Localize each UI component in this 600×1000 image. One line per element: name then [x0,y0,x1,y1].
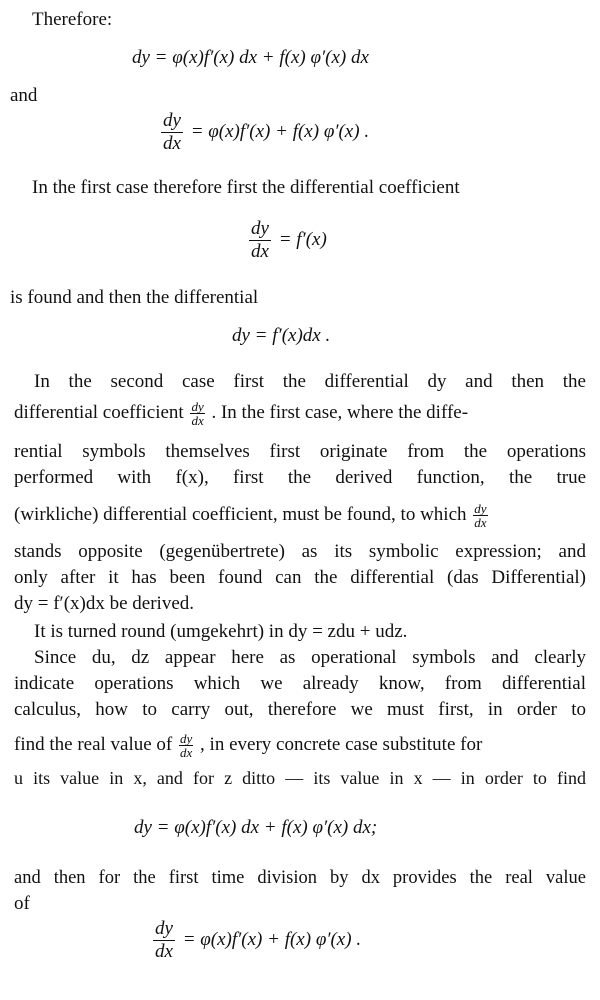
fraction-denominator: dx [251,241,269,262]
paragraph-second-case-line-3: rential symbols themselves first originate from the operations [14,441,586,462]
paragraph-since-line-2: indicate operations which we already know, from differential [14,673,586,694]
equation-rhs: = φ(x)f′(x) + f(x) φ′(x) . [182,928,362,950]
fraction-numerator: dy [155,918,173,939]
fraction-denominator: dx [191,413,204,428]
paragraph-second-case-line-2 [14,400,586,427]
fraction-numerator: dy [191,399,204,414]
fraction-denominator: dx [163,133,181,154]
fraction-dy-dx [153,918,175,963]
paragraph-is-found: is found and then the differential [10,287,259,308]
inline-fraction-dy-dx [190,400,204,427]
paragraph-since-line-4 [14,732,586,759]
equation-differential-3: dy = φ(x)f′(x) dx + f(x) φ′(x) dx; [134,817,378,838]
inline-fraction-dy-dx [473,502,487,529]
paragraph-since-line-3: calculus, how to carry out, therefore we must first, in order to [14,699,586,720]
equation-coefficient-3 [150,918,361,963]
text-segment: (wirkliche) differential coefficient, must be found, to which [14,503,467,525]
text-segment: , in every concrete case substitute for [200,733,483,755]
equation-differential-2: dy = f′(x)dx . [232,325,331,346]
paragraph-then-line-2: of [14,893,30,914]
text-segment: find the real value of [14,733,173,755]
equation-rhs: = f′(x) [278,228,327,250]
paragraph-turned-round: It is turned round (umgekehrt) in dy = zdu + udz. [34,621,408,642]
paragraph-second-case-line-8: dy = f′(x)dx be derived. [14,593,195,614]
paragraph-second-case-line-4: performed with f(x), first the derived function, the true [14,467,586,488]
equation-coefficient-1 [158,110,369,155]
paragraph-then-line-1: and then for the first time division by dx provides the real value [14,868,586,888]
paragraph-second-case-line-7: only after it has been found can the differential (das Differential) [14,567,586,588]
fraction-denominator: dx [155,941,173,962]
fraction-numerator: dy [474,501,487,516]
paragraph-first-case: In the first case therefore first the differential coefficient [32,177,460,198]
text-segment: . In the first case, where the diffe- [211,401,469,423]
fraction-dy-dx [249,218,271,263]
paragraph-since-line-5: u its value in x, and for z ditto — its value in x — in order to find [14,768,586,788]
equation-coefficient-2 [246,218,327,263]
paragraph-second-case-line-1: In the second case first the differential dy and then the [34,371,586,392]
fraction-denominator: dx [474,515,487,530]
inline-fraction-dy-dx [179,732,193,759]
equation-rhs: = φ(x)f′(x) + f(x) φ′(x) . [190,120,370,142]
paragraph-second-case-line-6: stands opposite (gegenübertrete) as its symbolic expression; and [14,541,586,562]
and-text: and [10,85,38,106]
paragraph-second-case-line-5 [14,502,586,529]
text-segment: differential coefficient [14,401,184,423]
therefore-text: Therefore: [32,9,113,30]
fraction-numerator: dy [251,218,269,239]
fraction-dy-dx [161,110,183,155]
fraction-denominator: dx [180,745,193,760]
fraction-numerator: dy [163,110,181,131]
fraction-numerator: dy [180,731,193,746]
equation-differential-1: dy = φ(x)f′(x) dx + f(x) φ′(x) dx [132,47,369,68]
paragraph-since-line-1: Since du, dz appear here as operational symbols and clearly [34,647,586,668]
